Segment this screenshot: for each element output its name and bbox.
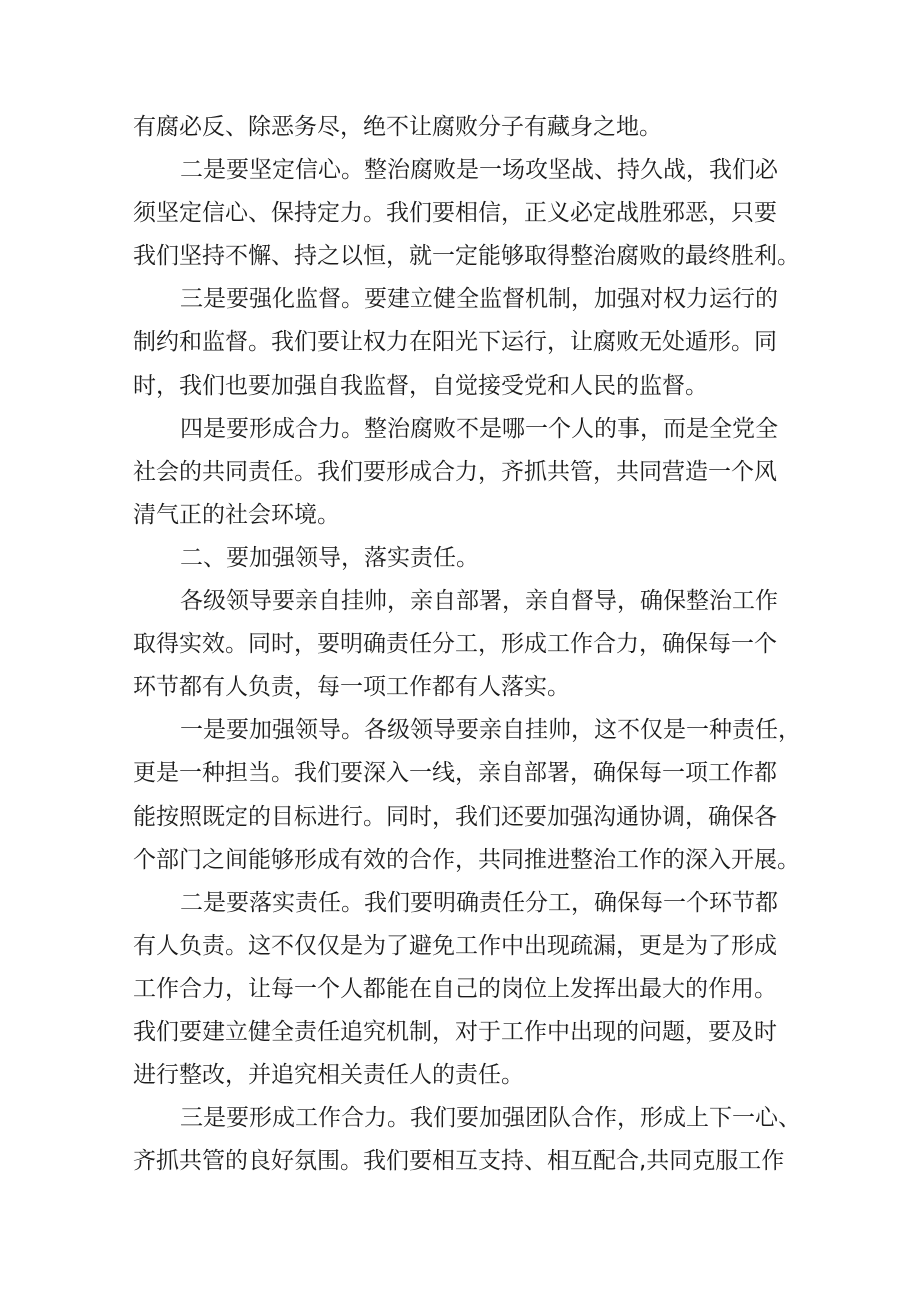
- text-line: 清气正的社会环境。: [133, 501, 340, 528]
- text-line: 工作合力，让每一个人都能在自己的岗位上发挥出最大的作用。: [133, 975, 777, 1002]
- text-line: 三是要强化监督。要建立健全监督机制，加强对权力运行的: [180, 286, 778, 313]
- text-line: 二是要坚定信心。整治腐败是一场攻坚战、持久战，我们必: [180, 157, 778, 184]
- text-line: 一是要加强领导。各级领导要亲自挂帅，这不仅是一种责任，: [180, 717, 801, 744]
- text-line: 环节都有人负责，每一项工作都有人落实。: [133, 674, 570, 701]
- paragraph: [133, 1097, 833, 1183]
- text-line: 二是要落实责任。我们要明确责任分工，确保每一个环节都: [180, 889, 778, 916]
- section-heading: [133, 537, 833, 580]
- text-line: 各级领导要亲自挂帅，亲自部署，亲自督导，确保整治工作: [180, 588, 778, 615]
- text-line: 有腐必反、除恶务尽，绝不让腐败分子有藏身之地。: [133, 114, 662, 140]
- text-line: 进行整改，并追究相关责任人的责任。: [133, 1062, 524, 1089]
- document-body: [133, 106, 833, 1183]
- text-line: 时，我们也要加强自我监督，自觉接受党和人民的监督。: [133, 372, 708, 399]
- paragraph: [133, 882, 833, 1097]
- text-line: 我们要建立健全责任追究机制，对于工作中出现的问题，要及时: [133, 1018, 777, 1045]
- paragraph: [133, 149, 833, 278]
- text-line: 制约和监督。我们要让权力在阳光下运行，让腐败无处遁形。同: [133, 329, 777, 356]
- paragraph: [133, 580, 833, 709]
- text-line: 有人负责。这不仅仅是为了避免工作中出现疏漏，更是为了形成: [133, 932, 777, 959]
- text-line: 三是要形成工作合力。我们要加强团队合作，形成上下一心、: [180, 1105, 801, 1132]
- paragraph: [133, 106, 833, 149]
- text-line: 个部门之间能够形成有效的合作，共同推进整治工作的深入开展。: [133, 846, 800, 873]
- text-line: 二、要加强领导，落实责任。: [180, 544, 479, 571]
- paragraph: [133, 408, 833, 537]
- text-line: 社会的共同责任。我们要形成合力，齐抓共管，共同营造一个风: [133, 458, 777, 485]
- paragraph: [133, 709, 833, 881]
- text-line: 齐抓共管的良好氛围。我们要相互支持、相互配合,共同克服工作: [133, 1148, 785, 1175]
- paragraph: [133, 278, 833, 407]
- text-line: 我们坚持不懈、持之以恒，就一定能够取得整治腐败的最终胜利。: [133, 243, 800, 270]
- text-line: 更是一种担当。我们要深入一线，亲自部署，确保每一项工作都: [133, 760, 777, 787]
- text-line: 能按照既定的目标进行。同时，我们还要加强沟通协调，确保各: [133, 803, 777, 830]
- text-line: 须坚定信心、保持定力。我们要相信，正义必定战胜邪恶，只要: [133, 200, 777, 227]
- text-line: 取得实效。同时，要明确责任分工，形成工作合力，确保每一个: [133, 631, 777, 658]
- text-line: 四是要形成合力。整治腐败不是哪一个人的事，而是全党全: [180, 415, 778, 442]
